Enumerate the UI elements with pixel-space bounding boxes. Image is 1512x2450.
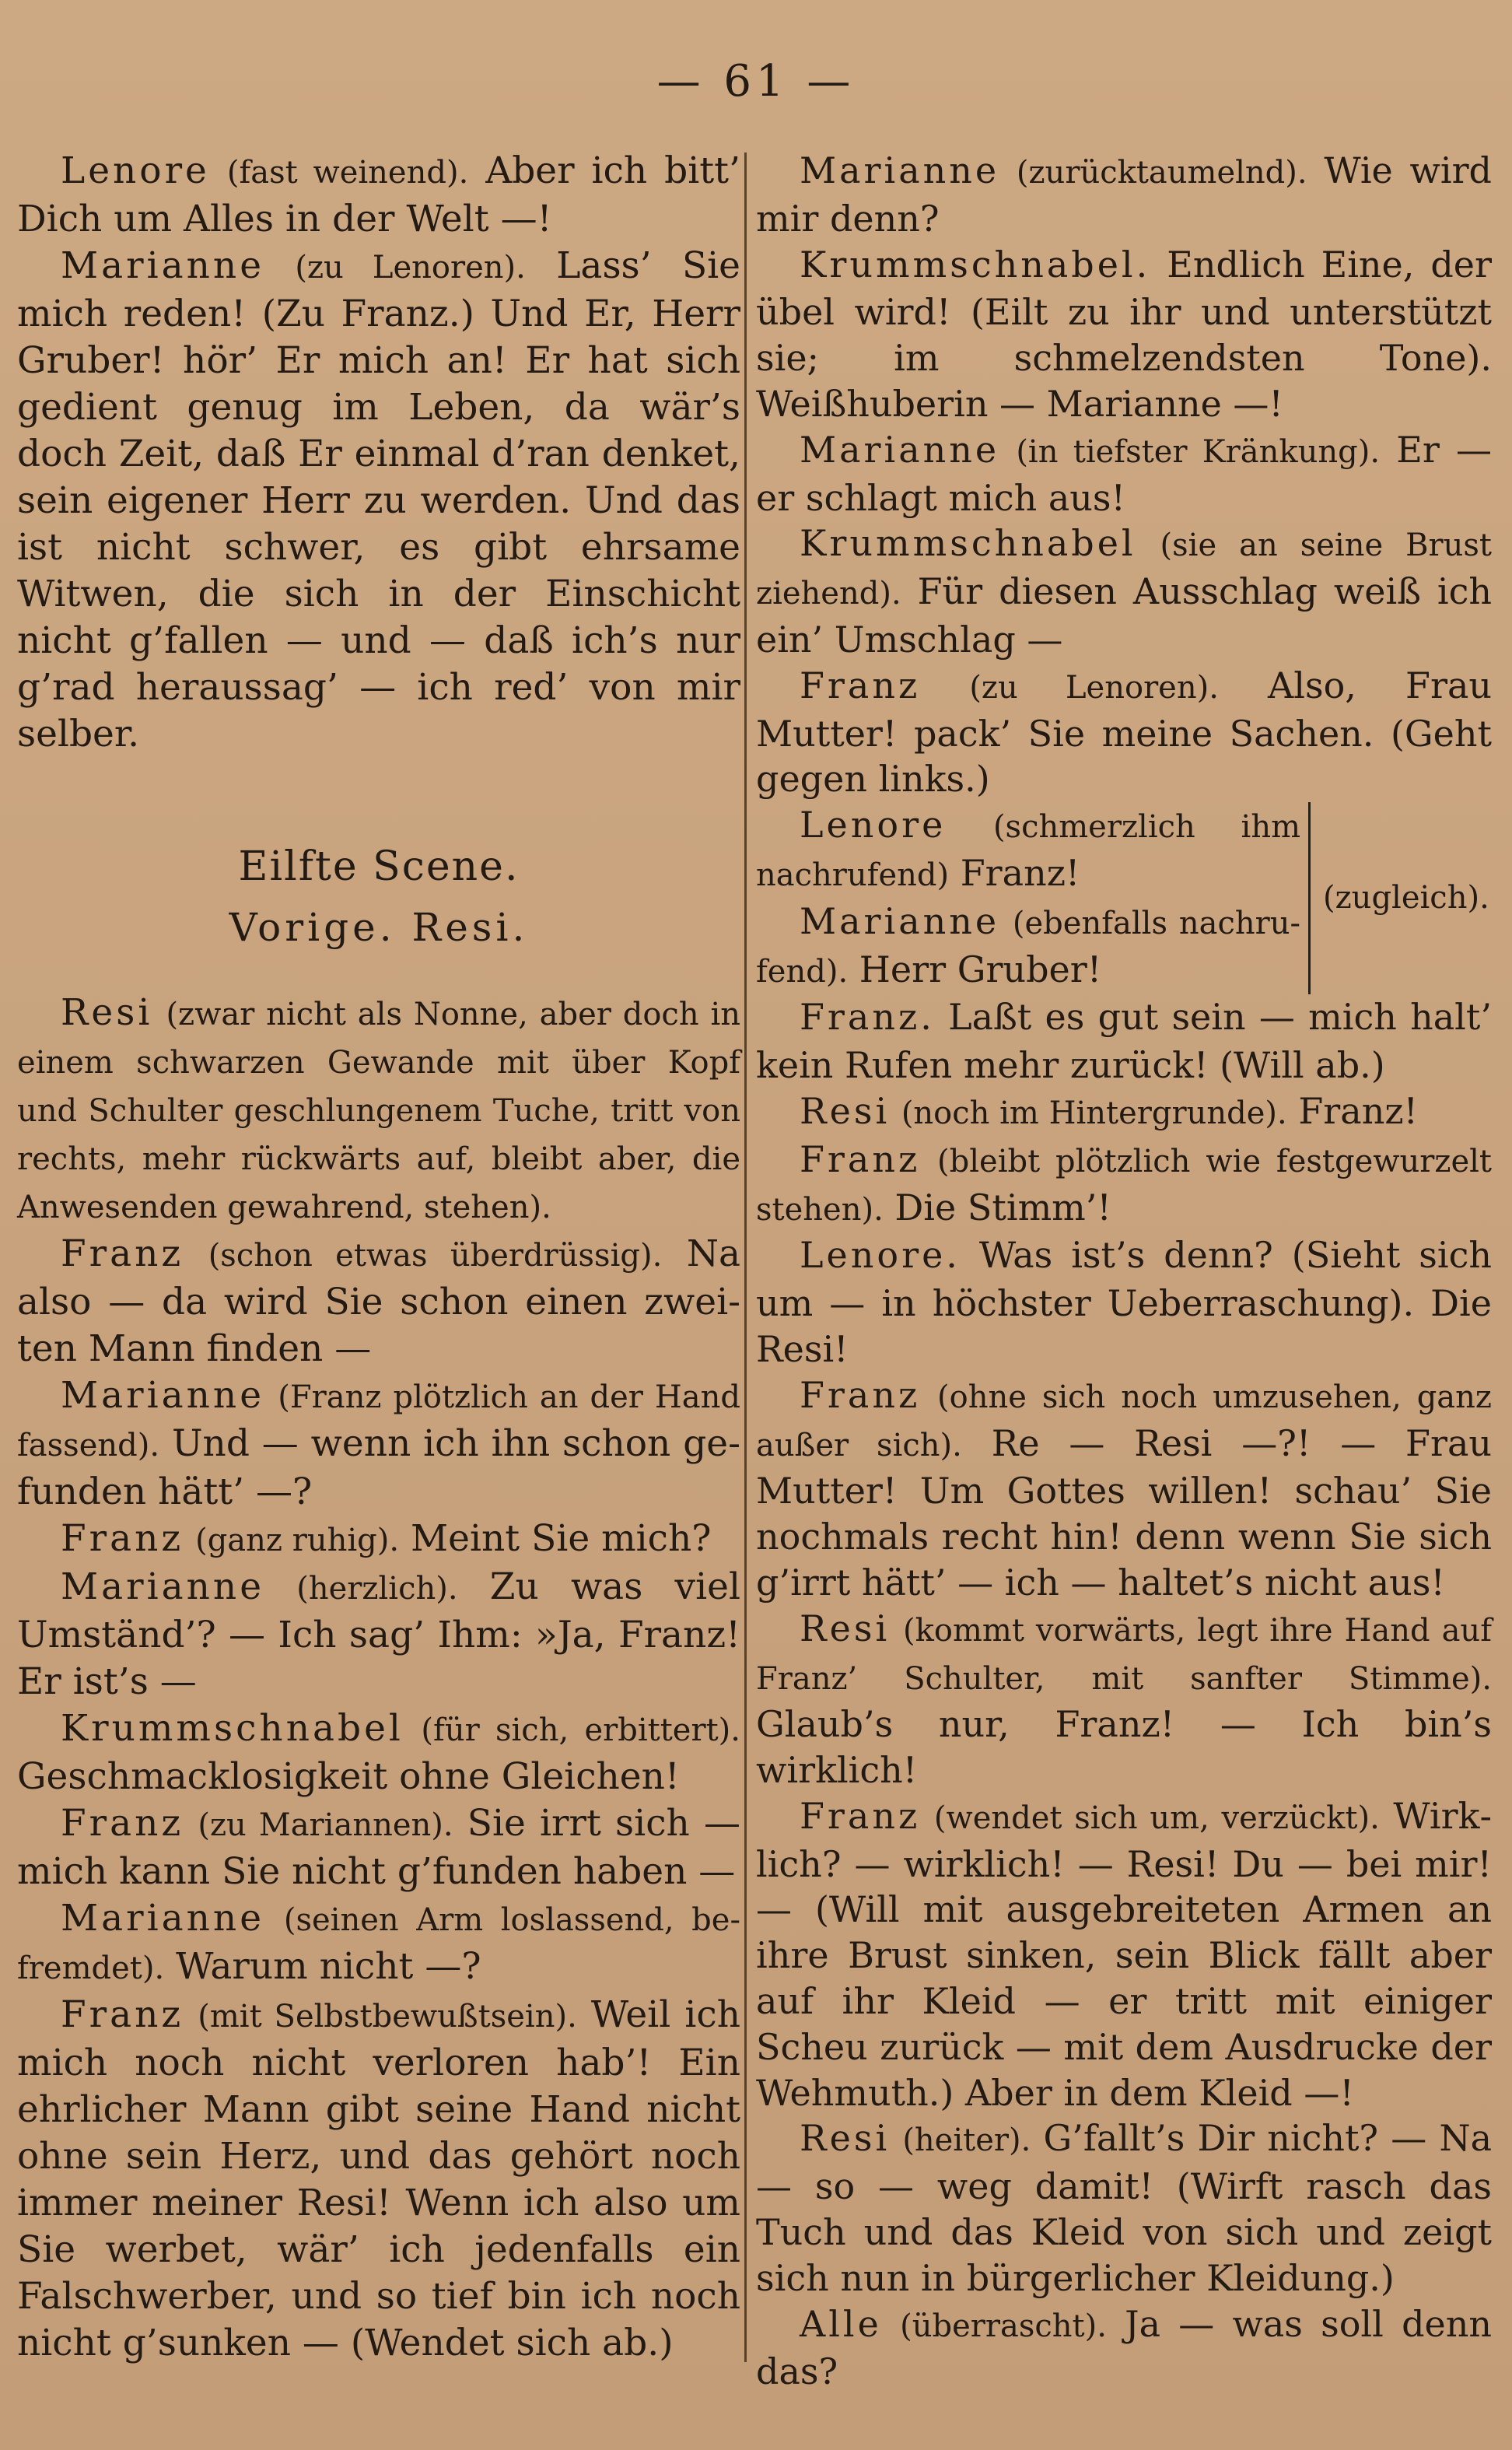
- speech-paragraph: Krummschnabel (für sich, erbittert). Geschmacklosigkeit ohne Gleichen!: [17, 1707, 740, 1798]
- speech-paragraph: Franz (wendet sich um, verzückt). Wirklich? — wirklich! — Resi! Du — bei mir! — (Will mit ausgebreiteten Armen an ihre Brust sinken, sein Blick fällt aber auf ihr Kleid — er tritt mit einiger Scheu zurück — mit dem Ausdrucke der Wehmuth.) Aber in dem Kleid —!: [756, 1794, 1493, 2114]
- column-divider: [744, 152, 747, 2362]
- stage-direction-paragraph: Resi (zwar nicht als Nonne, aber doch in einem schwarzen Gewande mit über Kopf und Schulter geschlungenem Tuche, tritt von rechts, mehr rückwärts auf, bleibt aber, die Anwesenden gewahrend, stehen).: [17, 991, 740, 1225]
- speech-paragraph: Marianne (herzlich). Zu was viel Umständ’? — Ich sag’ Ihm: »Ja, Franz! Er ist’s —: [17, 1565, 740, 1703]
- speech-paragraph: Franz (zu Lenoren). Also, Frau Mutter! pack’ Sie meine Sachen. (Geht gegen links.): [756, 664, 1492, 801]
- speech-paragraph: Krummschnabel (sie an seine Brust ziehend). Für diesen Ausschlag weiß ich ein’ Umschlag —: [756, 522, 1492, 661]
- page-number: — 61 —: [656, 56, 856, 107]
- speech-paragraph: Marianne (ebenfalls nachrufend). Herr Gruber!: [756, 899, 1301, 990]
- right-column: [756, 148, 1492, 2403]
- speech-paragraph: Resi (heiter). G’fallt’s Dir nicht? — Na — so — weg damit! (Wirft rasch das Tuch und das Kleid von sich und zeigt sich nun in bürgerlicher Kleidung.): [756, 2117, 1493, 2299]
- speech-paragraph: Krummschnabel. Endlich Eine, der übel wird! (Eilt zu ihr und unterstützt sie; im schmelzendsten Tone). Weißhuberin — Marianne —!: [756, 243, 1492, 425]
- simultaneous-speech-brace: [756, 802, 1492, 994]
- speech-paragraph: Marianne (Franz plötzlich an der Hand fassend). Und — wenn ich ihn schon gefunden hätt’ —?: [17, 1374, 740, 1513]
- scene-characters: Vorige. Resi.: [229, 905, 529, 950]
- speech-paragraph: Resi (kommt vorwärts, legt ihre Hand auf Franz’ Schulter, mit sanfter Stimme). Glaub’s nur, Franz! — Ich bin’s wirklich!: [756, 1607, 1492, 1792]
- brace-lines: [756, 802, 1311, 994]
- brace-note: (zugleich).: [1323, 880, 1489, 917]
- speech-paragraph: Franz (mit Selbstbewußtsein). Weil ich mich noch nicht verloren hab’! Ein ehrlicher Mann gibt seine Hand nicht ohne sein Herz, und das gehört noch immer meiner Resi! Wenn ich also um Sie werbet, wär’ ich jedenfalls ein Falschwerber, und so tief bin ich noch nicht g’sunken — (Wendet sich ab.): [17, 1993, 740, 2364]
- speech-paragraph: Marianne (zurücktaumelnd). Wie wird mir denn?: [756, 149, 1492, 240]
- speech-paragraph: Franz (ohne sich noch umzusehen, ganz außer sich). Re — Resi —?! — Frau Mutter! Um Gottes willen! schau’ Sie nochmals recht hin! denn wenn Sie sich g’irrt hätt’ — ich — haltet’s nicht aus!: [756, 1373, 1493, 1604]
- speech-paragraph: Alle (überrascht). Ja — was soll denn das?: [756, 2302, 1492, 2393]
- speech-paragraph: Marianne (zu Lenoren). Lass’ Sie mich reden! (Zu Franz.) Und Er, Herr Gruber! hör’ Er mich an! Er hat sich gedient genug im Leben, da wär’s doch Zeit, daß Er einmal d’ran denket, sein eigener Herr zu werden. Und das ist nicht schwer, es gibt ehrsame Witwen, die sich in der Einschicht nicht g’fallen — und — daß ich’s nur g’rad heraussag’ — ich red’ von mir selber.: [17, 244, 740, 755]
- speech-paragraph: Franz (bleibt plötzlich wie festgewurzelt stehen). Die Stimm’!: [756, 1137, 1493, 1229]
- speech-paragraph: Resi (noch im Hintergrunde). Franz!: [800, 1089, 1419, 1132]
- speech-paragraph: Franz. Laßt es gut sein — mich halt’ kein Rufen mehr zurück! (Will ab.): [756, 996, 1492, 1087]
- speech-paragraph: Marianne (in tiefster Kränkung). Er — er schlagt mich aus!: [756, 428, 1493, 519]
- speech-paragraph: Marianne (seinen Arm loslassend, befremdet). Warum nicht —?: [17, 1897, 740, 1988]
- speech-paragraph: Lenore (schmerzlich ihm nachrufend) Franz!: [756, 804, 1301, 894]
- left-column: [17, 148, 740, 2403]
- speech-paragraph: Franz (schon etwas überdrüssig). Na also — da wird Sie schon einen zweiten Mann finden —: [17, 1232, 740, 1370]
- speech-paragraph: Franz (zu Mariannen). Sie irrt sich — mich kann Sie nicht g’funden haben —: [17, 1802, 740, 1893]
- speech-paragraph: Lenore (fast weinend). Aber ich bitt’ Dich um Alles in der Welt —!: [17, 149, 740, 240]
- speech-paragraph: Lenore. Was ist’s denn? (Sieht sich um — in höchster Ueberraschung). Die Resi!: [756, 1234, 1492, 1370]
- scene-heading: Eilfte Scene.: [238, 843, 520, 890]
- speech-paragraph: Franz (ganz ruhig). Meint Sie mich?: [61, 1517, 712, 1560]
